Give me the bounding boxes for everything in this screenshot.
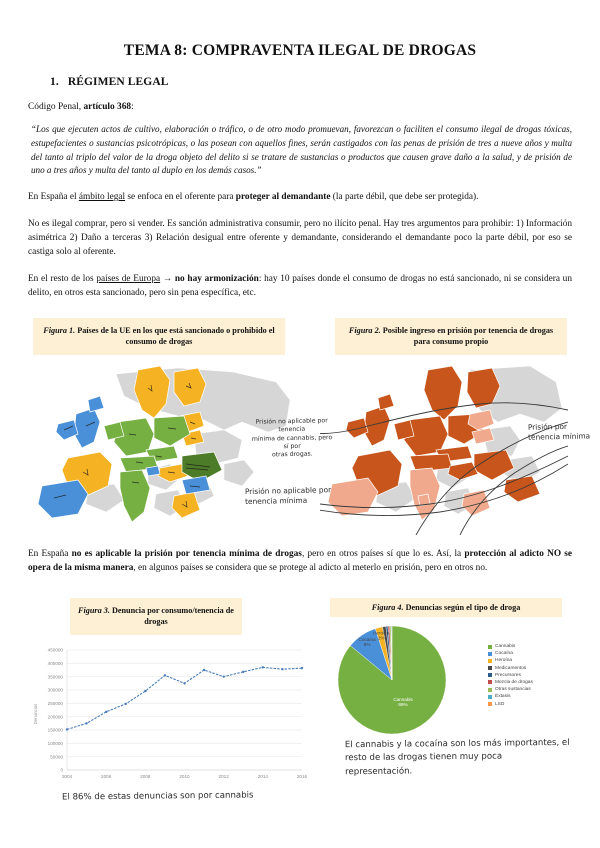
legend-label: Heroína	[495, 658, 513, 664]
pie-data-label: Cannabis	[393, 696, 413, 702]
legend-item	[488, 644, 588, 649]
legend-item	[488, 694, 588, 699]
data-point	[281, 668, 283, 670]
x-axis-tick-label: 2012	[218, 774, 229, 779]
y-axis-tick-label: 50000	[50, 754, 63, 760]
pie-data-label: 9%	[363, 641, 371, 647]
data-point	[66, 728, 68, 730]
legend-label: Éxtasis	[495, 694, 511, 700]
legend-item	[488, 680, 588, 685]
figure4-caption	[330, 598, 562, 617]
legend-swatch	[488, 673, 492, 677]
legend-swatch	[488, 688, 492, 692]
figure2-annotation-left-big: Prisión no aplicable por tenencia mínima	[244, 485, 332, 507]
legend-item	[488, 702, 588, 707]
document-content-lower	[28, 548, 572, 576]
legend-swatch	[488, 666, 492, 670]
paragraph-3: En el resto de los países de Europa → no hay armonización: hay 10 países donde el consumo de drogas no está sancionado, ni se considera un delito, en otros esta sancionado, pero sin pena específica, etc.	[28, 274, 572, 298]
document-content	[28, 0, 572, 301]
europe-map-prison	[320, 360, 568, 535]
figure3-handwritten-note: El 86% de estas denuncias son por cannabis	[61, 790, 254, 803]
paragraph-2: No es ilegal comprar, pero si vender. Es sanción administrativa consumir, pero no ilícito penal. Hay tres argumentos para prohibir: 1) Información asimétrica 2) Daño a terceras 3) Relación desigual entre oferente y demandante, considerando el demandante poco la parte débil, por eso se castiga solo al oferente.	[28, 219, 572, 258]
legend-label: Cocaína	[495, 651, 513, 657]
page-title: TEMA 8: COMPRAVENTA ILEGAL DE DROGAS	[123, 42, 477, 59]
figures-row-top	[0, 318, 600, 538]
legend-label: Cannabis	[495, 644, 516, 649]
section-heading	[50, 76, 572, 88]
figure2-annotation-left-small: Prisión no aplicable por tenencia mínima de cannabis, pero sí por otras drogas.	[251, 417, 333, 459]
legend-item	[488, 651, 588, 656]
legend-swatch	[488, 645, 492, 649]
data-point	[125, 703, 127, 705]
legend-item	[488, 658, 588, 663]
figure2-annotation-right: Prisión por tenencia mínima	[527, 421, 591, 442]
figure4-caption-label: Figura 4.	[371, 603, 404, 612]
legend-swatch	[488, 695, 492, 699]
code-reference	[28, 102, 572, 112]
data-point	[85, 722, 87, 724]
figure3-caption-label: Figura 3.	[78, 606, 110, 615]
paragraph-4: En España no es aplicable la prisión por tenencia mínima de drogas, pero en otros países sí que lo es. Así, la protección al adicto NO se opera de la misma manera, en algunos países se considera que se protege al adicto al meterlo en prisión, pero en otros no.	[28, 549, 572, 573]
data-point	[222, 675, 224, 677]
legend-swatch	[488, 680, 492, 684]
y-axis-tick-label: 400000	[47, 660, 63, 666]
figure4-legend	[488, 644, 588, 709]
legend-label: Medicamentos	[495, 665, 527, 671]
data-point	[144, 690, 146, 692]
legend-item	[488, 666, 588, 671]
figure4-caption-text: Denuncias según el tipo de droga	[405, 603, 521, 612]
legend-item	[488, 673, 588, 678]
figure2-caption-label: Figura 2.	[348, 326, 381, 335]
figure2-map	[320, 360, 568, 535]
figure3-caption	[70, 598, 242, 635]
section-number: 1.	[50, 76, 59, 88]
y-axis-title: Denuncias	[33, 703, 38, 725]
data-point	[203, 669, 205, 671]
pie-data-label: Cocaína	[358, 636, 376, 642]
legend-item	[488, 687, 588, 692]
y-axis-tick-label: 100000	[47, 740, 63, 746]
data-point	[262, 666, 264, 668]
code-reference-article: artículo 368	[83, 102, 132, 112]
pie-data-label: 86%	[398, 701, 408, 707]
figure2-caption	[335, 318, 567, 355]
data-point	[164, 674, 166, 676]
pie-data-label: Heroína	[373, 630, 390, 636]
paragraph-1: En España el ámbito legal se enfoca en el oferente para proteger al demandante (la parte débil, que debe ser protegida).	[28, 192, 479, 203]
x-axis-tick-label: 2004	[61, 774, 73, 779]
data-point	[105, 711, 107, 713]
pie-data-label: 2%	[377, 635, 385, 641]
figure1-caption-text: Países de la UE en los que está sancionado o prohibido el consumo de drogas	[77, 326, 275, 347]
legend-swatch	[488, 659, 492, 663]
legend-label: Precursores	[495, 672, 521, 678]
y-axis-tick-label: 450000	[47, 647, 63, 653]
denuncias-line-chart-svg	[25, 642, 310, 792]
figure2-caption-text: Posible ingreso en prisión por tenencia de drogas para consumo propio	[382, 326, 554, 347]
x-axis-tick-label: 2014	[257, 774, 268, 779]
legend-label: Otras sustancias	[495, 687, 531, 693]
figure1-caption	[33, 318, 285, 355]
x-axis-tick-label: 2006	[101, 774, 112, 779]
x-axis-tick-label: 2016	[296, 774, 308, 779]
legend-swatch	[488, 702, 492, 706]
x-axis-tick-label: 2008	[140, 774, 151, 779]
y-axis-tick-label: 350000	[47, 674, 63, 680]
legend-label: LSD	[495, 701, 505, 707]
section-title: RÉGIMEN LEGAL	[67, 76, 169, 88]
figure4-handwritten-note: El cannabis y la cocaína son los más importantes, el resto de las drogas tienen muy poca representación.	[344, 737, 570, 777]
y-axis-tick-label: 200000	[47, 714, 63, 720]
x-axis-tick-label: 2010	[179, 774, 190, 779]
legend-label: Mezcla de drogas	[495, 679, 533, 685]
y-axis-tick-label: 0	[60, 767, 63, 773]
figures-row-bottom	[0, 598, 600, 848]
y-axis-tick-label: 250000	[47, 700, 63, 706]
data-point	[183, 682, 185, 684]
code-reference-prefix: Código Penal,	[28, 102, 84, 112]
code-reference-colon: :	[131, 102, 134, 112]
figure3-line-chart	[25, 642, 310, 792]
figure3-caption-text: Denuncia por consumo/tenencia de drogas	[111, 606, 234, 627]
data-point	[242, 671, 244, 673]
y-axis-tick-label: 300000	[47, 687, 63, 693]
legend-swatch	[488, 652, 492, 656]
y-axis-tick-label: 150000	[47, 727, 63, 733]
legal-quote: “Los que ejecuten actos de cultivo, elaboración o tráfico, o de otro modo promuevan, favorezcan o faciliten el consumo ilegal de drogas tóxicas, estupefacientes o sustancias psicotrópicas, o las posean con aquellos fines, serán castigados con las penas de prisión de tres a nueve años y multa del tanto al triplo del valor de la droga objeto del delito si se tratare de sustancias o productos que causen grave daño a la salud, y de prisión de uno a tres años y multa del tanto al duplo en los demás casos.”	[31, 124, 572, 176]
data-point	[301, 667, 303, 669]
figure1-caption-label: Figura 1.	[43, 326, 76, 335]
